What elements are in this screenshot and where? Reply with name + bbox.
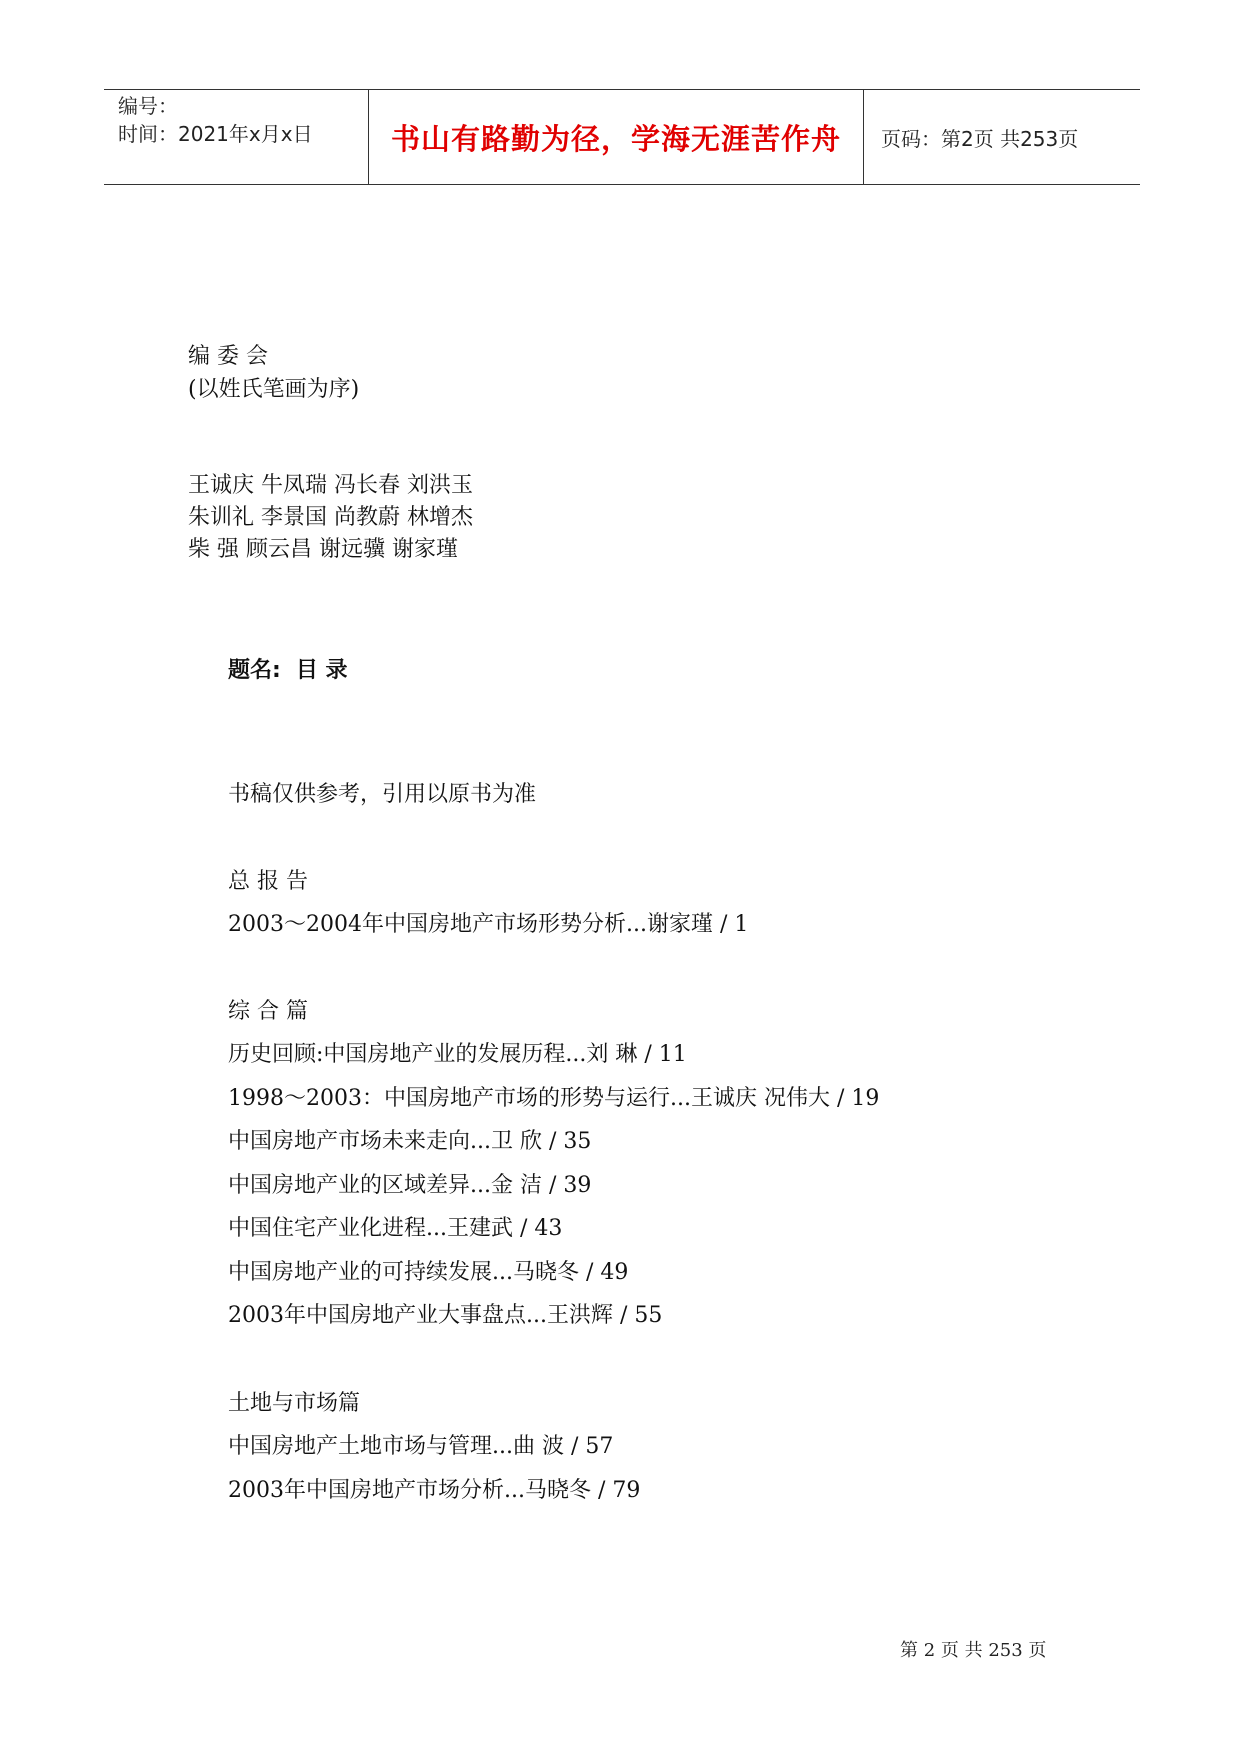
title-label: 题名	[228, 658, 273, 683]
committee-title: 编 委 会	[188, 344, 268, 369]
toc-entry: 历史回顾:中国房地产业的发展历程...刘 琳 / 11	[228, 1042, 687, 1067]
toc-section-heading: 总 报 告	[228, 869, 308, 894]
document-time: 时间：2021年x月x日	[118, 122, 313, 146]
toc-entry: 中国房地产业的区域差异...金 洁 / 39	[228, 1173, 592, 1198]
toc-entry: 2003年中国房地产市场分析...马晓冬 / 79	[228, 1478, 641, 1503]
toc-entry: 2003年中国房地产业大事盘点...王洪辉 / 55	[228, 1303, 663, 1328]
committee-row: 柴 强 顾云昌 谢远骥 谢家瑾	[188, 537, 458, 562]
page-footer: 第 2 页 共 253 页	[900, 1640, 1047, 1661]
toc-entry: 2003～2004年中国房地产市场形势分析...谢家瑾 / 1	[228, 912, 749, 937]
toc-section-heading: 土地与市场篇	[228, 1391, 361, 1416]
toc-entry: 中国住宅产业化进程...王建武 / 43	[228, 1216, 563, 1241]
toc-section-heading: 综 合 篇	[228, 999, 308, 1024]
title-value: 目 录	[295, 658, 348, 683]
title-separator: :	[272, 658, 281, 683]
toc-entry: 中国房地产市场未来走向...卫 欣 / 35	[228, 1129, 592, 1154]
toc-entry: 中国房地产业的可持续发展...马晓冬 / 49	[228, 1260, 629, 1285]
header-page-number: 页码：第2页 共253页	[881, 126, 1079, 151]
toc-entry: 1998～2003：中国房地产市场的形势与运行...王诚庆 况伟大 / 19	[228, 1086, 880, 1111]
title-line	[228, 656, 348, 686]
header-motto: 书山有路勤为径，学海无涯苦作舟	[368, 90, 864, 184]
toc-entry: 中国房地产土地市场与管理...曲 波 / 57	[228, 1434, 614, 1459]
committee-row: 王诚庆 牛凤瑞 冯长春 刘洪玉	[188, 473, 473, 498]
disclaimer: 书稿仅供参考，引用以原书为准	[228, 782, 537, 807]
header-meta	[118, 92, 360, 148]
document-number: 编号：	[118, 94, 178, 118]
committee-note: (以姓氏笔画为序)	[188, 377, 360, 402]
committee-row: 朱训礼 李景国 尚教蔚 林增杰	[188, 505, 473, 530]
page-header	[104, 89, 1140, 185]
